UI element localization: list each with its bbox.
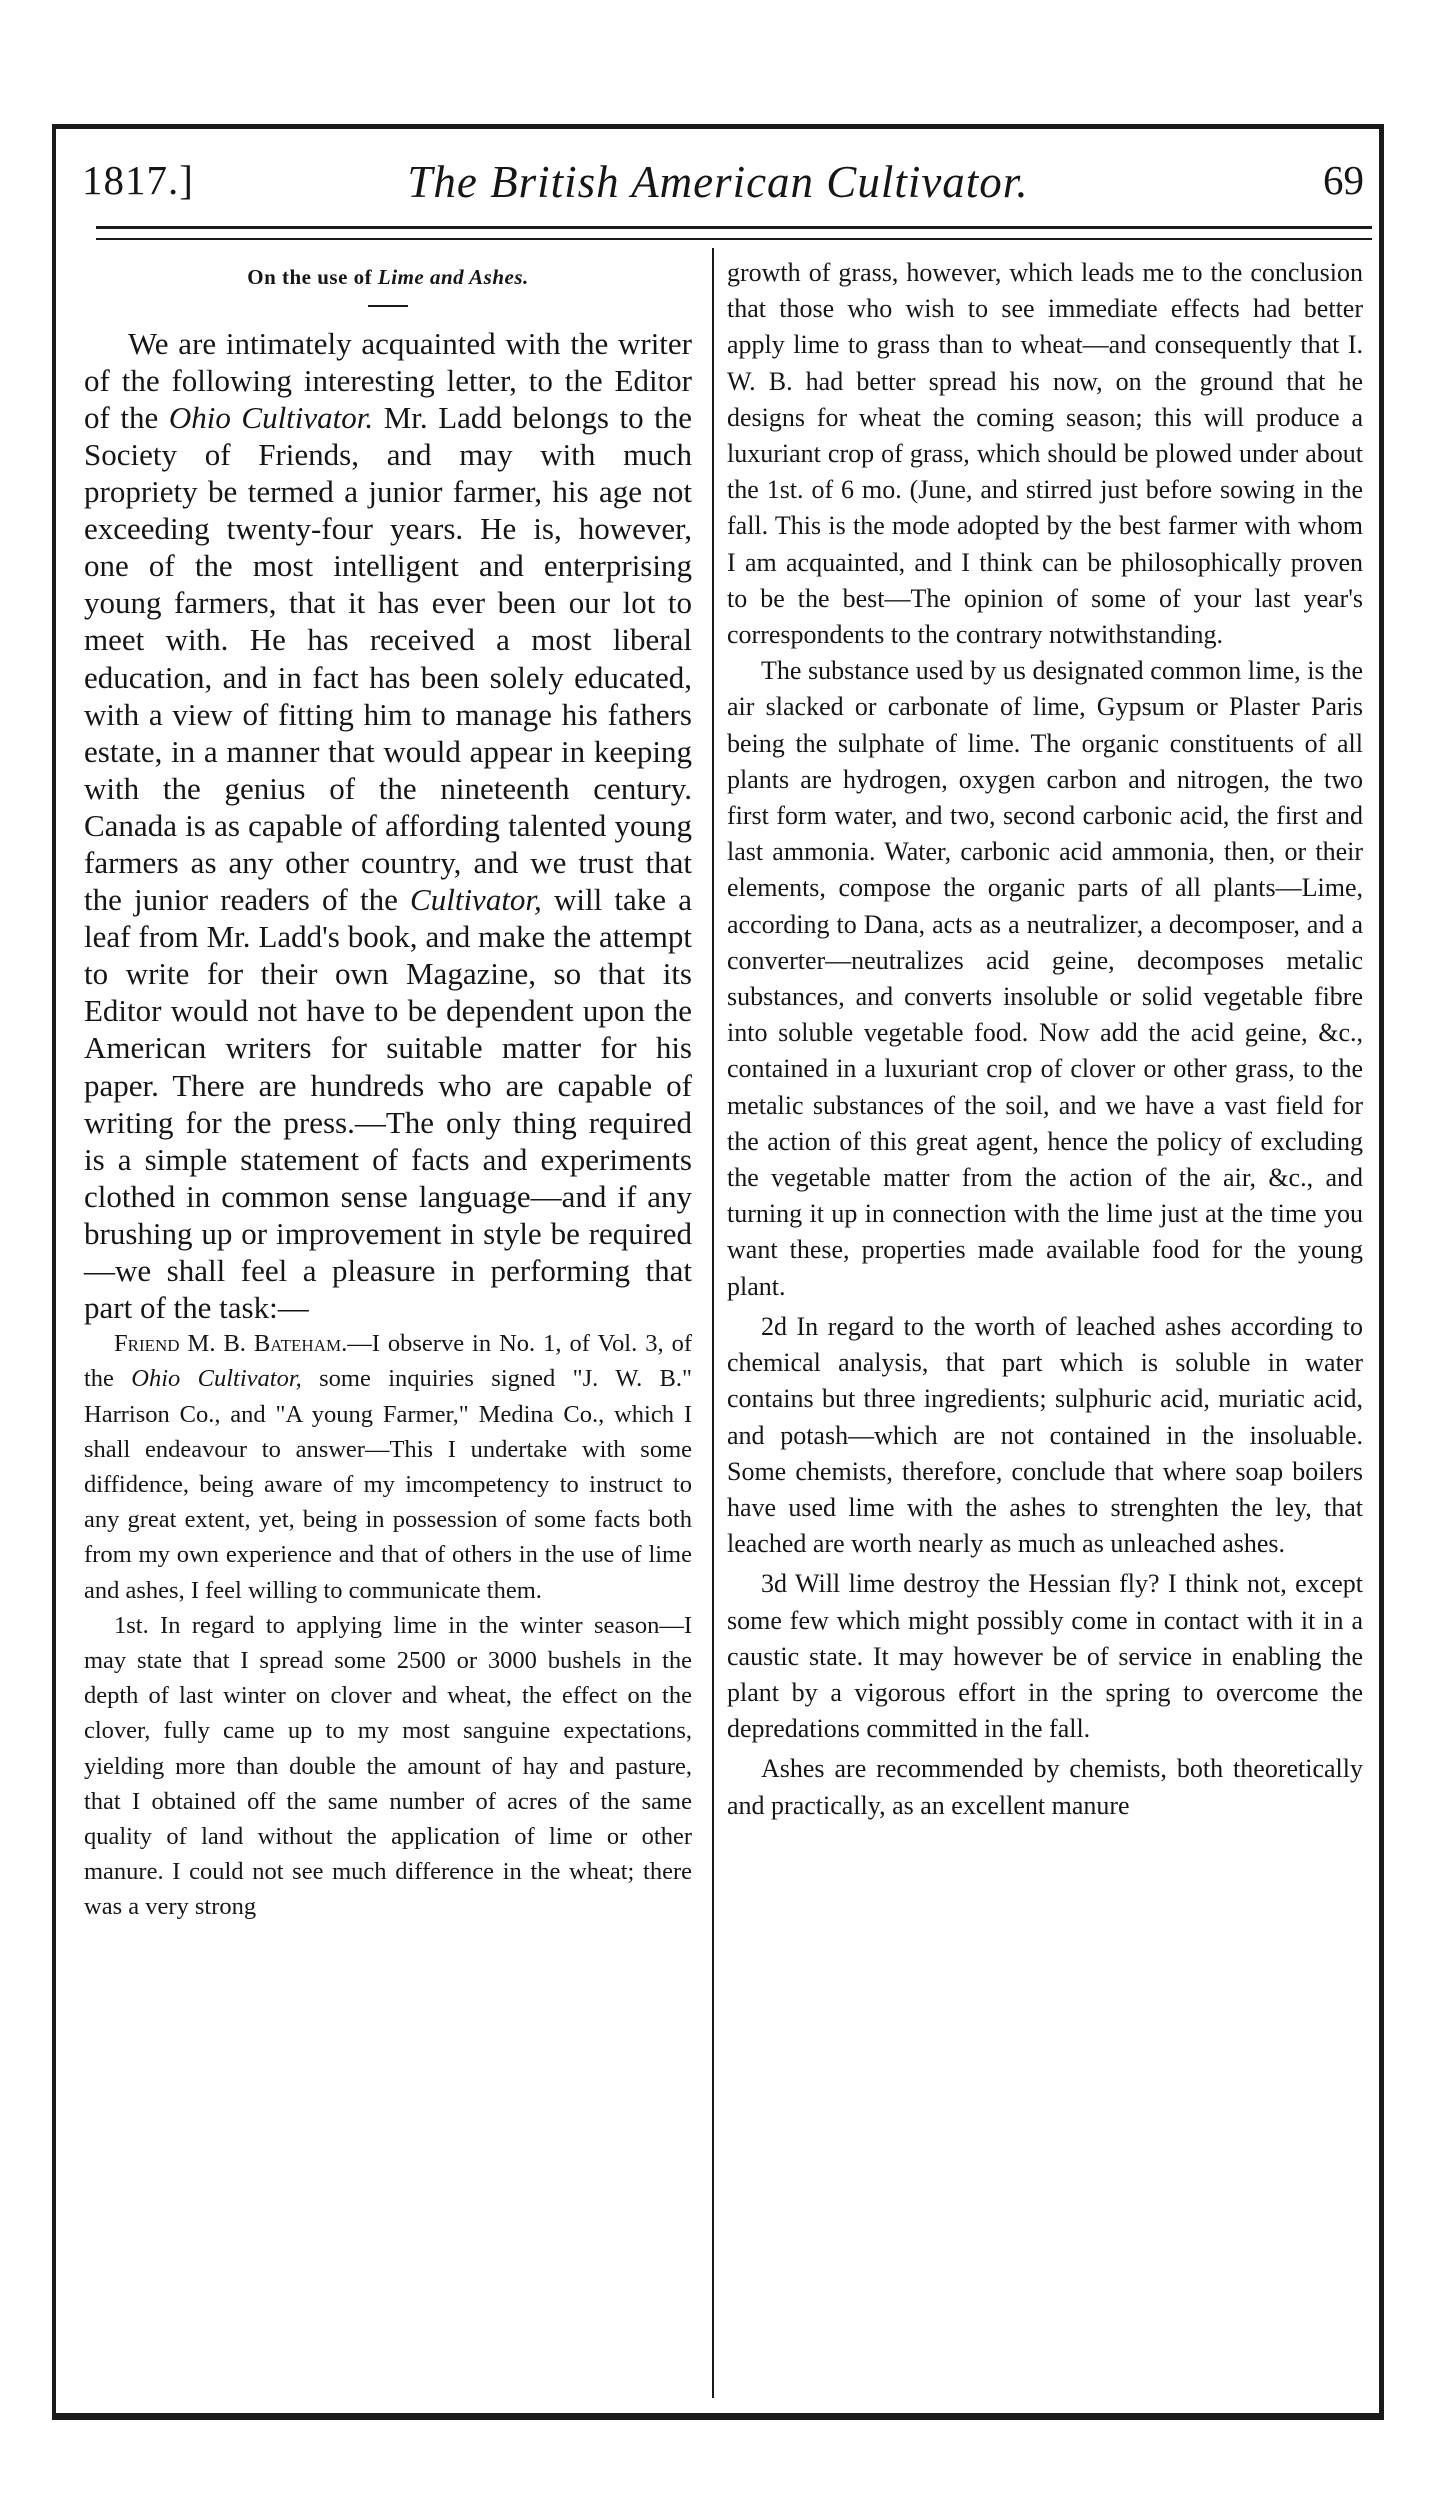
right-paragraph-2: The substance used by us designated common lime, is the air slacked or carbonate of lime, Gypsum or Plaster Paris being the sulphate of lime. The organic constituents of all plants are hydrogen, oxygen carbon and nitrogen, the two first form water, and two, second carbonic acid, the first and last ammonia. Water, carbonic acid ammonia, then, or their elements, compose the organic parts of all plants—Lime, according to Dana, acts as a neutralizer, a decomposer, and a converter—neutralizes acid geine, decomposes metalic substances, and converts insoluble or solid vegetable fibre into soluble vegetable food. Now add the acid geine, &c., contained in a luxuriant crop of clover or other grass, to the metalic substances of the soil, and we have a vast field for the action of this great agent, hence the policy of excluding the vegetable matter from the action of the air, &c., and turning it up in connection with the lime just at the time you want these, properties made available food for the young plant. [727, 656, 1363, 1301]
header-rule-thin [96, 238, 1372, 240]
right-paragraph-4: 3d Will lime destroy the Hessian fly? I think not, except some few which might possibly come in contact with it in a caustic state. It may however be of service in enabling the plant by a vigorous effort in the spring to overcome the depredations committed in the fall. [727, 1569, 1363, 1744]
editor-intro-paragraph [84, 325, 692, 1327]
intro-text-2: Mr. Ladd belongs to the Society of Friends, and may with much propriety be termed a junior farmer, his age not exceeding twenty-four years. He is, however, one of the most intelligent and enterprising young farmers, that it has ever been our lot to meet with. He has received a most liberal education, and in fact has been solely educated, with a view of fitting him to manage his fathers estate, in a manner that would appear in keeping with the genius of the nineteenth century. Canada is as capable of affording talented young farmers as any other country, and we trust that the junior readers of the [84, 399, 693, 918]
letter-text-1a: —I observe in No. 1, of Vol. 3, of the [84, 1330, 692, 1393]
letter-paragraph-1 [84, 1326, 692, 1608]
intro-italic-2: Cultivator, [410, 882, 542, 918]
right-paragraph-5: Ashes are recommended by chemists, both theoretically and practically, as an excellent manure [727, 1754, 1363, 1820]
header-year: 1817.] [82, 157, 194, 203]
running-header [62, 152, 1374, 218]
column-divider [712, 248, 714, 2398]
left-column [84, 255, 692, 1925]
section-title-dash [368, 305, 408, 307]
header-rule-thick [96, 226, 1372, 229]
intro-text-1: We are intimately acquainted with the writer of the following interesting letter, to the Editor of the [84, 325, 692, 435]
right-column [727, 255, 1363, 1824]
letter-salutation: Friend M. B. Bateham. [114, 1330, 348, 1358]
header-title: The British American Cultivator. [407, 157, 1029, 207]
intro-text-3: will take a leaf from Mr. Ladd's book, and make the attempt to write for their own Magazine, so that its Editor would not have to be dependent upon the American writers for suitable matter for his paper. There are hundreds who are capable of writing for the press.—The only thing required is a simple statement of facts and experiments clothed in common sense language—and if any brushing up or improvement in style be required—we shall feel a pleasure in performing that part of the task:— [84, 882, 692, 1326]
right-paragraph-1: growth of grass, however, which leads me to the conclusion that those who wish to see immediate effects had better apply lime to grass than to wheat—and consequently that I. W. B. had better spread his now, on the ground that he designs for wheat the coming season; this will produce a luxuriant crop of grass, which should be plowed under about the 1st. of 6 mo. (June, and stirred just before sowing in the fall. This is the mode adopted by the best farmer with whom I am acquainted, and I think can be philosophically proven to be the best—The opinion of some of your last year's correspondents to the contrary notwithstanding. [727, 258, 1363, 650]
intro-italic-1: Ohio Cultivator. [168, 399, 374, 435]
letter-text-1b: some inquiries signed "J. W. B." Harrison Co., and "A young Farmer," Medina Co., which I shall endeavour to answer—This I undertake with some diffidence, being aware of my imcompetency to instruct to any great extent, yet, being in possession of some facts both from my own experience and that of others in the use of lime and ashes, I feel willing to communicate them. [84, 1365, 693, 1604]
section-title-prefix: On the use of [247, 265, 378, 289]
right-paragraph-3: 2d In regard to the worth of leached ashes according to chemical analysis, that part which is soluble in water contains but three ingredients; sulphuric acid, muriatic acid, and potash—which are not contained in the insoluable. Some chemists, therefore, conclude that where soap boilers have used lime with the ashes to strenghten the ley, that leached are worth nearly as much as unleached ashes. [727, 1311, 1363, 1559]
section-title [84, 259, 692, 297]
letter-italic-1: Ohio Cultivator, [131, 1365, 302, 1393]
section-title-subject: Lime and Ashes. [377, 265, 529, 289]
letter-paragraph-2: 1st. In regard to applying lime in the winter season—I may state that I spread some 2500 or 3000 bushels in the depth of last winter on clover and wheat, the effect on the clover, fully came up to my most sanguine expectations, yielding more than double the amount of hay and pasture, that I obtained off the same number of acres of the same quality of land without the application of lime or other manure. I could not see much difference in the wheat; there was a very strong [84, 1611, 692, 1921]
page-number: 69 [1323, 157, 1364, 203]
